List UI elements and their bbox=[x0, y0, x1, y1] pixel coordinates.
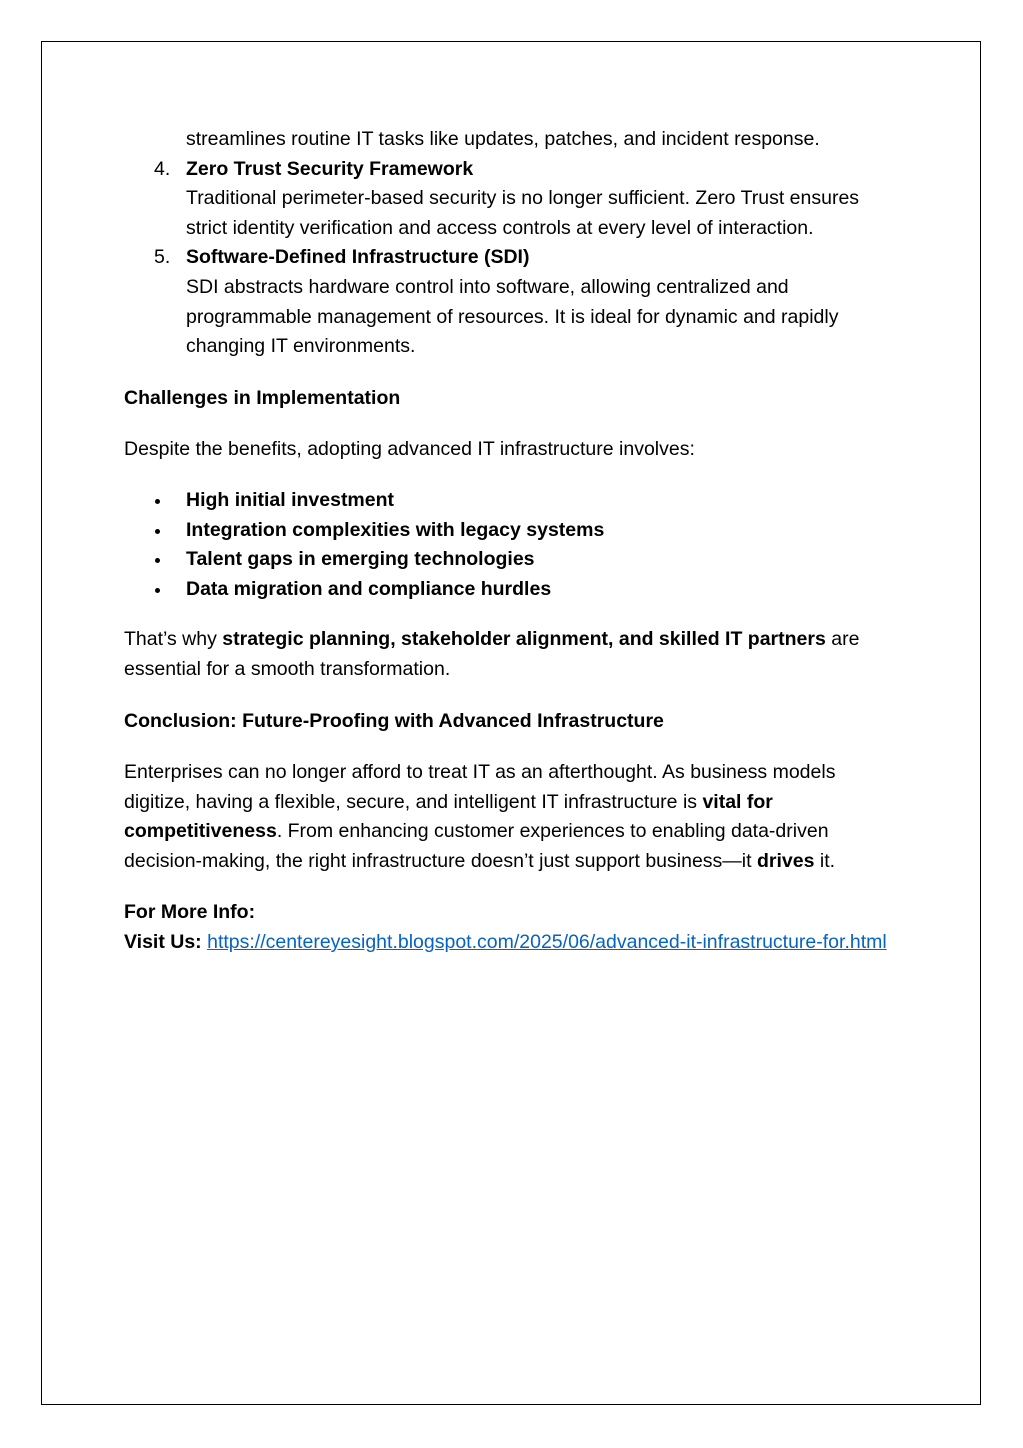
bullet-text: Integration complexities with legacy systems bbox=[186, 518, 605, 541]
more-info-heading: For More Info: bbox=[124, 901, 256, 924]
bullet-icon bbox=[155, 529, 160, 534]
bullet-text: Data migration and compliance hurdles bbox=[186, 577, 552, 600]
list-item bbox=[124, 575, 894, 605]
conclusion-heading: Conclusion: Future-Proofing with Advanced Infrastructure bbox=[124, 709, 664, 732]
list-item bbox=[124, 516, 894, 546]
document-content bbox=[124, 125, 894, 958]
conclusion-bold-2: drives bbox=[756, 849, 815, 872]
summary-text-start: That’s why bbox=[124, 628, 223, 651]
numbered-item-sdi bbox=[124, 243, 894, 361]
item-body: Traditional perimeter-based security is no longer sufficient. Zero Trust ensures strict identity verification and access controls at every level of interaction. bbox=[186, 187, 860, 239]
challenges-list bbox=[124, 486, 894, 604]
list-item-continuation: streamlines routine IT tasks like updates, patches, and incident response. bbox=[186, 128, 820, 150]
conclusion-text-2: . From enhancing customer experiences to enabling data-driven decision-making, the right infrastructure doesn’t just support business—it bbox=[124, 820, 829, 872]
list-item bbox=[124, 486, 894, 516]
conclusion-bold-1: vital for competitiveness bbox=[124, 790, 773, 843]
item-body: SDI abstracts hardware control into software, allowing centralized and programmable management of resources. It is ideal for dynamic and rapidly changing IT environments. bbox=[186, 275, 839, 358]
item-number: 5. bbox=[154, 246, 171, 269]
bullet-icon bbox=[155, 558, 160, 563]
bullet-icon bbox=[155, 499, 160, 504]
conclusion-text-1: Enterprises can no longer afford to treat IT as an afterthought. As business models digitize, having a flexible, secure, and intelligent IT infrastructure is bbox=[124, 761, 836, 813]
challenges-summary bbox=[124, 625, 894, 684]
conclusion-text-3: it. bbox=[814, 849, 836, 872]
item-number: 4. bbox=[154, 157, 171, 180]
bullet-text: Talent gaps in emerging technologies bbox=[186, 548, 535, 571]
blog-link[interactable]: https://centereyesight.blogspot.com/2025/06/advanced-it-infrastructure-for.html bbox=[207, 931, 887, 954]
bullet-icon bbox=[155, 588, 160, 593]
list-item bbox=[124, 545, 894, 575]
challenges-heading: Challenges in Implementation bbox=[124, 386, 401, 409]
visit-us-line bbox=[124, 928, 894, 958]
challenges-intro: Despite the benefits, adopting advanced IT infrastructure involves: bbox=[124, 438, 695, 461]
bullet-text: High initial investment bbox=[186, 488, 395, 511]
summary-bold-text: strategic planning, stakeholder alignment, and skilled IT partners bbox=[222, 628, 826, 651]
summary-text-end: are essential for a smooth transformation. bbox=[124, 628, 860, 680]
visit-us-label: Visit Us: bbox=[124, 931, 202, 954]
item-title: Software-Defined Infrastructure (SDI) bbox=[186, 246, 530, 269]
item-title: Zero Trust Security Framework bbox=[186, 157, 474, 180]
numbered-item-zero-trust bbox=[124, 155, 894, 244]
conclusion-paragraph bbox=[124, 758, 894, 876]
